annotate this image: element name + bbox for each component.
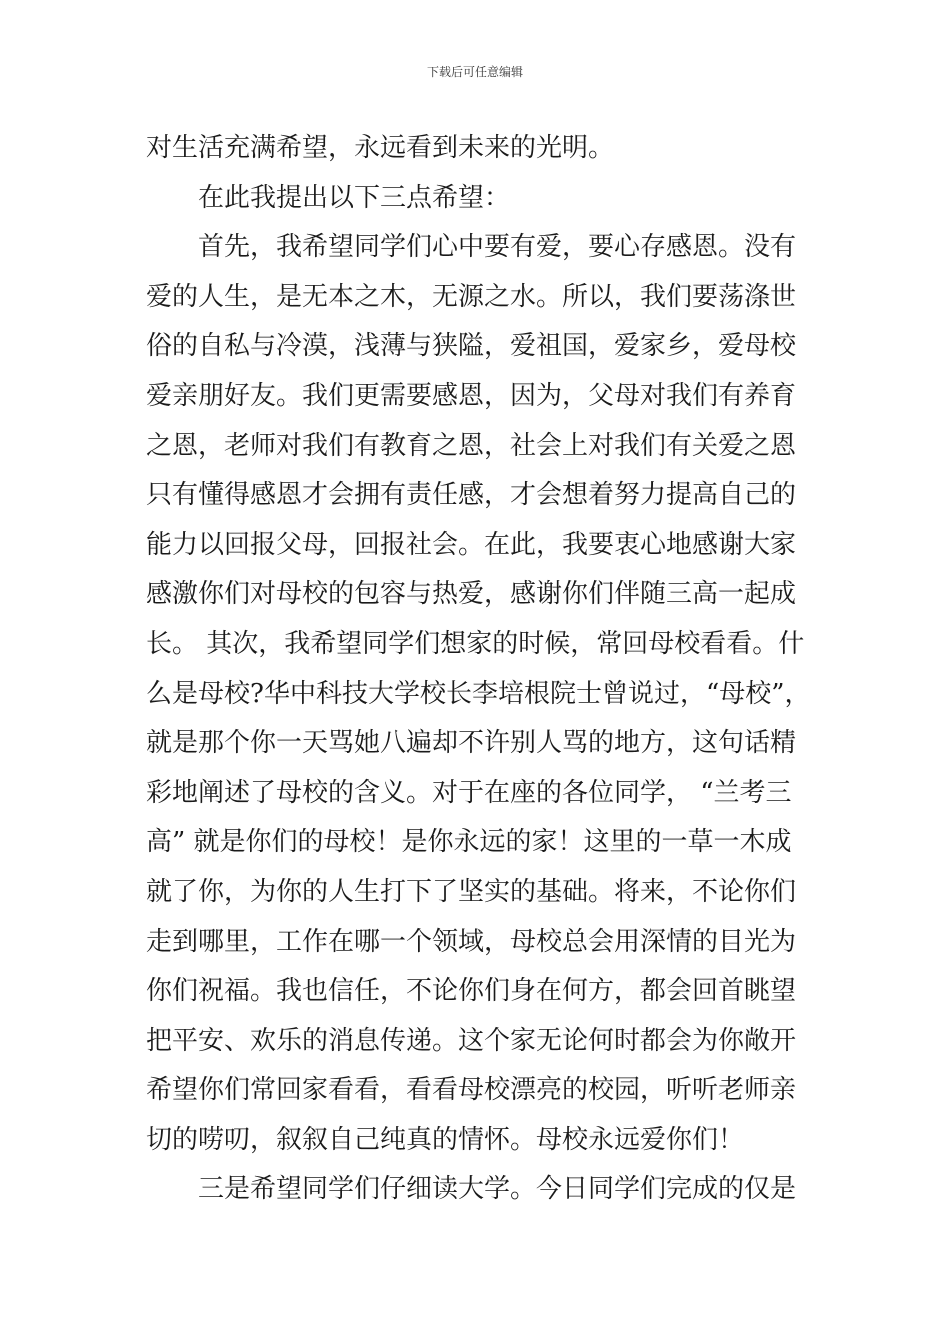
text-line: 切的唠叨，叙叙自己纯真的情怀。母校永远爱你们！ [146, 1124, 745, 1155]
text-line: 爱的人生，是无本之木，无源之水。所以，我们要荡涤世 [146, 281, 797, 312]
text-line: 把平安、欢乐的消息传递。这个家无论何时都会为你敞开 [146, 1025, 797, 1056]
text-line: 之恩，老师对我们有教育之恩，社会上对我们有关爱之恩 [146, 430, 797, 461]
text-line: 三是希望同学们仔细读大学。今日同学们完成的仅是 [198, 1174, 797, 1205]
text-line: 彩地阐述了母校的含义。对于在座的各位同学， “兰考三 [146, 777, 792, 808]
text-line: 俗的自私与冷漠，浅薄与狭隘，爱祖国，爱家乡，爱母校 [146, 331, 797, 362]
text-line: 高” 就是你们的母校！是你永远的家！这里的一草一木成 [146, 827, 792, 858]
text-line: 你们祝福。我也信任，不论你们身在何方，都会回首眺望 [146, 976, 797, 1007]
text-line: 长。 其次，我希望同学们想家的时候，常回母校看看。什 [146, 628, 805, 659]
text-line: 在此我提出以下三点希望： [198, 182, 511, 213]
text-line: 么是母校?华中科技大学校长李培根院士曾说过，“母校”， [146, 678, 811, 709]
text-line: 感激你们对母校的包容与热爱，感谢你们伴随三高一起成 [146, 579, 797, 610]
text-line: 就是那个你一天骂她八遍却不许别人骂的地方，这句话精 [146, 728, 797, 759]
text-line: 就了你，为你的人生打下了坚实的基础。将来，不论你们 [146, 876, 797, 907]
text-line: 只有懂得感恩才会拥有责任感，才会想着努力提高自己的 [146, 480, 797, 511]
document-body [0, 124, 950, 1215]
text-line: 能力以回报父母，回报社会。在此，我要衷心地感谢大家 [146, 529, 797, 560]
page-header-note: 下载后可任意编辑 [426, 65, 523, 79]
text-line: 首先，我希望同学们心中要有爱，要心存感恩。没有 [198, 232, 797, 263]
text-line: 希望你们常回家看看，看看母校漂亮的校园，听听老师亲 [146, 1075, 797, 1106]
text-line: 对生活充满希望，永远看到未来的光明。 [146, 133, 615, 163]
text-line: 走到哪里，工作在哪一个领域，母校总会用深情的目光为 [146, 926, 797, 957]
text-line: 爱亲朋好友。我们更需要感恩，因为，父母对我们有养育 [146, 380, 797, 411]
